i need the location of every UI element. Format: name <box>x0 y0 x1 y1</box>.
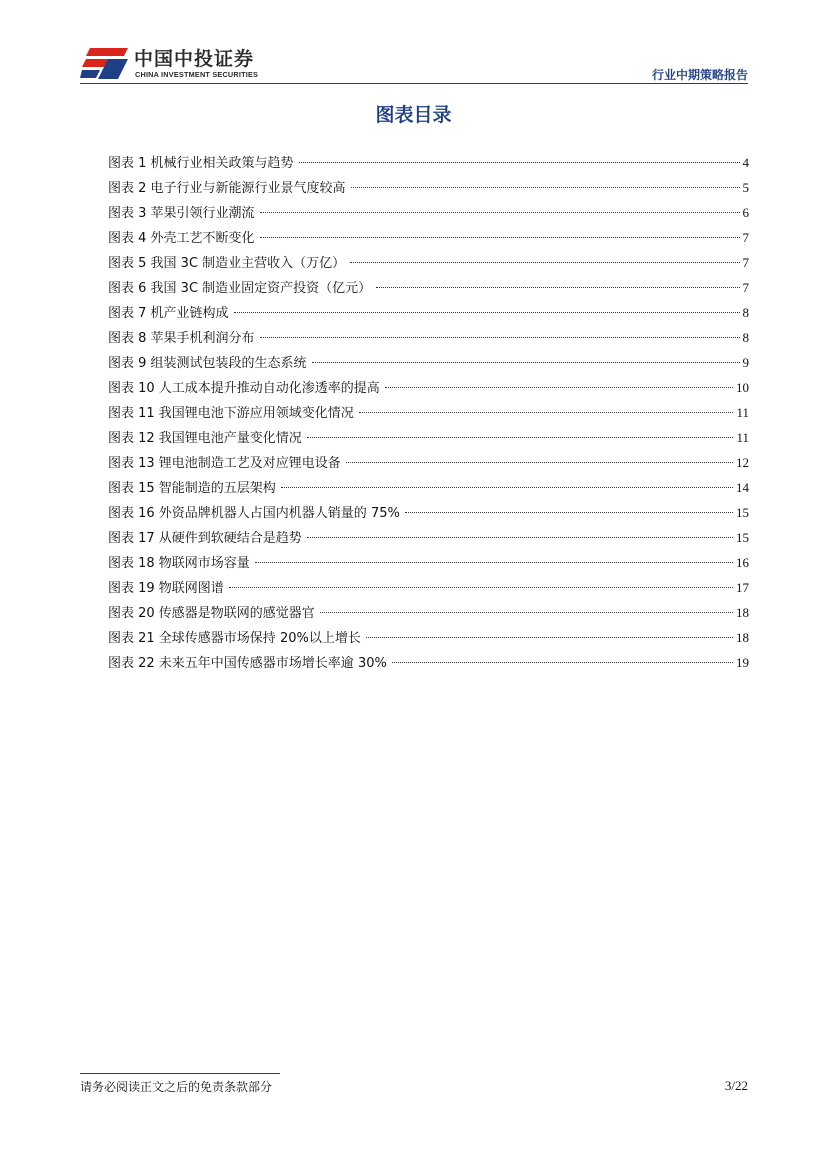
toc-leader-dots <box>255 561 733 563</box>
toc-entry-label[interactable]: 图表 17 从硬件到软硬结合是趋势 <box>108 531 302 546</box>
toc-entry-page[interactable]: 15 <box>736 505 749 520</box>
toc-entry-page[interactable]: 8 <box>742 305 749 320</box>
page-number: 3/22 <box>724 1078 748 1093</box>
toc-entry-page[interactable]: 7 <box>742 255 749 270</box>
toc-entry-page[interactable]: 6 <box>742 205 749 220</box>
toc-leader-dots <box>359 411 734 413</box>
toc-entry-page[interactable]: 18 <box>736 630 749 645</box>
toc-entry-label[interactable]: 图表 15 智能制造的五层架构 <box>108 481 276 496</box>
toc-leader-dots <box>307 536 733 538</box>
toc-entry-page[interactable]: 15 <box>736 530 749 545</box>
toc-leader-dots <box>260 236 740 238</box>
toc-entry-page[interactable]: 9 <box>742 355 749 370</box>
toc-entry[interactable] <box>108 350 749 375</box>
toc-leader-dots <box>281 486 733 488</box>
toc-entry[interactable] <box>108 500 749 525</box>
toc-entry[interactable] <box>108 450 749 475</box>
toc-entry-page[interactable]: 7 <box>742 230 749 245</box>
toc-entry-label[interactable]: 图表 13 锂电池制造工艺及对应锂电设备 <box>108 456 341 471</box>
toc-entry[interactable] <box>108 550 749 575</box>
toc-leader-dots <box>312 361 740 363</box>
toc-entry-label[interactable]: 图表 21 全球传感器市场保持 20%以上增长 <box>108 631 361 646</box>
company-logo <box>80 44 280 82</box>
toc-entry[interactable] <box>108 650 749 675</box>
toc-entry-page[interactable]: 11 <box>736 405 749 420</box>
report-type-label: 行业中期策略报告 <box>651 68 748 82</box>
toc-entry-page[interactable]: 8 <box>742 330 749 345</box>
toc-entry[interactable] <box>108 525 749 550</box>
toc-entry-page[interactable]: 4 <box>742 155 749 170</box>
toc-entry-label[interactable]: 图表 6 我国 3C 制造业固定资产投资（亿元） <box>108 281 372 296</box>
toc-entry[interactable] <box>108 300 749 325</box>
toc-entry-page[interactable]: 10 <box>736 380 749 395</box>
toc-entry-page[interactable]: 5 <box>742 180 749 195</box>
toc-entry-label[interactable]: 图表 2 电子行业与新能源行业景气度较高 <box>108 181 346 196</box>
toc-leader-dots <box>346 461 733 463</box>
toc-leader-dots <box>350 261 739 263</box>
toc-leader-dots <box>351 186 740 188</box>
header-divider <box>80 83 748 84</box>
toc-leader-dots <box>229 586 733 588</box>
toc-entry[interactable] <box>108 575 749 600</box>
toc-entry[interactable] <box>108 200 749 225</box>
page-header <box>80 40 748 84</box>
toc-entry-label[interactable]: 图表 5 我国 3C 制造业主营收入（万亿） <box>108 256 346 271</box>
toc-entry-label[interactable]: 图表 10 人工成本提升推动自动化渗透率的提高 <box>108 381 380 396</box>
toc-title: 图表目录 <box>375 104 452 126</box>
toc-entry-page[interactable]: 16 <box>736 555 749 570</box>
toc-entry-label[interactable]: 图表 11 我国锂电池下游应用领域变化情况 <box>108 406 354 421</box>
toc-entry[interactable] <box>108 175 749 200</box>
toc-leader-dots <box>260 211 740 213</box>
logo-chinese-name: 中国中投证券 <box>134 48 255 70</box>
toc-entry-label[interactable]: 图表 9 组装测试包装段的生态系统 <box>108 356 307 371</box>
toc-entry-label[interactable]: 图表 3 苹果引领行业潮流 <box>108 206 255 221</box>
toc-entry[interactable] <box>108 225 749 250</box>
toc-entry[interactable] <box>108 150 749 175</box>
toc-entry-label[interactable]: 图表 19 物联网图谱 <box>108 581 224 596</box>
toc-entry-label[interactable]: 图表 1 机械行业相关政策与趋势 <box>108 156 294 171</box>
toc-entry-label[interactable]: 图表 7 机产业链构成 <box>108 306 229 321</box>
footer-disclaimer: 请务必阅读正文之后的免责条款部分 <box>80 1080 273 1094</box>
footer-divider <box>80 1073 280 1074</box>
table-of-figures <box>108 150 749 675</box>
toc-entry-page[interactable]: 12 <box>736 455 749 470</box>
toc-entry[interactable] <box>108 325 749 350</box>
toc-entry[interactable] <box>108 425 749 450</box>
logo-mark-icon <box>80 46 130 80</box>
toc-entry[interactable] <box>108 400 749 425</box>
toc-entry-label[interactable]: 图表 12 我国锂电池产量变化情况 <box>108 431 302 446</box>
toc-entry[interactable] <box>108 625 749 650</box>
toc-entry[interactable] <box>108 250 749 275</box>
toc-entry-label[interactable]: 图表 8 苹果手机利润分布 <box>108 331 255 346</box>
toc-leader-dots <box>376 286 739 288</box>
toc-entry[interactable] <box>108 600 749 625</box>
toc-entry-page[interactable]: 18 <box>736 605 749 620</box>
toc-leader-dots <box>392 661 733 663</box>
toc-leader-dots <box>260 336 740 338</box>
toc-entry-page[interactable]: 17 <box>736 580 749 595</box>
logo-english-name: CHINA INVESTMENT SECURITIES <box>135 70 259 79</box>
toc-entry[interactable] <box>108 475 749 500</box>
toc-leader-dots <box>405 511 733 513</box>
toc-entry[interactable] <box>108 375 749 400</box>
toc-leader-dots <box>307 436 734 438</box>
toc-entry-label[interactable]: 图表 16 外资品牌机器人占国内机器人销量的 75% <box>108 506 400 521</box>
toc-leader-dots <box>299 161 740 163</box>
toc-entry-label[interactable]: 图表 18 物联网市场容量 <box>108 556 250 571</box>
toc-leader-dots <box>366 636 733 638</box>
toc-entry-label[interactable]: 图表 4 外壳工艺不断变化 <box>108 231 255 246</box>
toc-entry-page[interactable]: 11 <box>736 430 749 445</box>
toc-entry-page[interactable]: 14 <box>736 480 749 495</box>
toc-leader-dots <box>320 611 733 613</box>
toc-entry-page[interactable]: 7 <box>742 280 749 295</box>
toc-entry-label[interactable]: 图表 22 未来五年中国传感器市场增长率逾 30% <box>108 656 387 671</box>
toc-leader-dots <box>234 311 740 313</box>
toc-leader-dots <box>385 386 733 388</box>
toc-entry-label[interactable]: 图表 20 传感器是物联网的感觉器官 <box>108 606 315 621</box>
toc-entry[interactable] <box>108 275 749 300</box>
toc-entry-page[interactable]: 19 <box>736 655 749 670</box>
